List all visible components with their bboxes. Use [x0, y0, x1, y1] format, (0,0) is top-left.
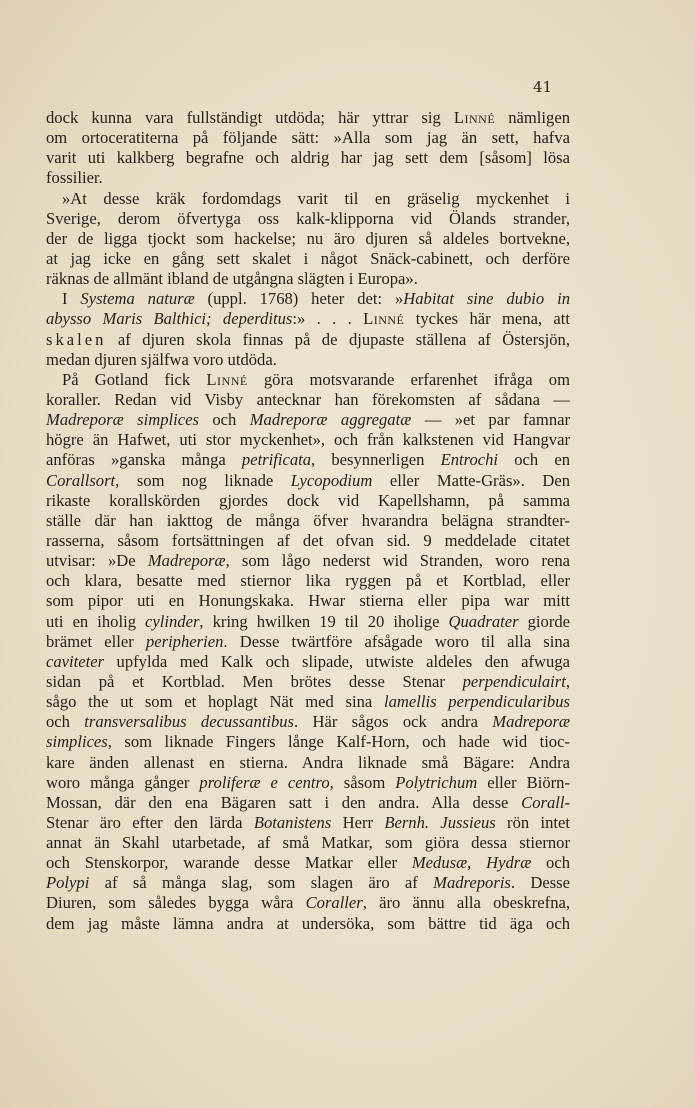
text-line	[46, 309, 570, 329]
text-segment: :» . . .	[292, 309, 364, 329]
text-segment: I	[62, 289, 81, 309]
text-line	[46, 551, 570, 571]
text-segment: nämligen	[495, 108, 570, 127]
text-segment: woro många gånger	[46, 772, 200, 792]
text-line	[46, 108, 570, 128]
italic-text: Madreporis	[433, 873, 511, 893]
text-segment: rasserna, såsom fortsättningen af det ofvan sid. 9 meddelade citatet	[46, 530, 570, 550]
text-segment: sidan på et Kortblad. Men brötes desse Stenar	[46, 671, 463, 691]
text-segment: medan djuren själfwa voro utdöda.	[46, 349, 277, 369]
text-segment: at jag icke en gång sett skalet i något Snäck-cabinett, och derföre	[46, 248, 570, 268]
text-line	[46, 712, 570, 732]
italic-text: caviteter	[46, 651, 105, 671]
text-line	[46, 410, 570, 430]
text-segment: Herr	[331, 812, 385, 832]
italic-text: Corallsort	[46, 470, 116, 490]
text-segment: ,	[467, 853, 487, 873]
text-line	[46, 148, 570, 168]
text-segment: , äro ännu alla obeskrefna,	[362, 893, 571, 913]
text-segment: som pipor uti en Honungskaka. Hwar stierna eller pipa war mitt	[46, 591, 570, 611]
text-segment: och Stenskorpor, warande desse Matkar eller	[46, 853, 412, 873]
text-segment: eller Matte-Gräs». Den	[372, 470, 571, 490]
italic-text: Polytrichum	[395, 772, 478, 792]
italic-text: Madreporæ	[492, 712, 570, 732]
text-line	[46, 632, 570, 652]
text-line	[46, 471, 570, 491]
italic-text: perpendiculairt	[462, 671, 566, 691]
text-segment: upfylda med Kalk och slipade, utwiste aldeles den afwuga	[104, 651, 570, 671]
text-line	[46, 591, 570, 611]
text-line	[46, 229, 570, 249]
text-segment: koraller. Redan vid Visby antecknar han förekomsten af sådana —	[46, 389, 570, 409]
text-segment: varit uti kalkberg begrafne och aldrig har jag sett dem [såsom] lösa	[46, 148, 570, 168]
text-segment: Sverige, derom öfvertyga oss kalk-klipporna vid Ölands strander,	[46, 208, 570, 228]
text-line	[46, 652, 570, 672]
text-segment: Stenar äro efter den lärda	[46, 812, 254, 832]
italic-text: Coraller	[305, 893, 363, 913]
text-segment: . Här sågos ock andra	[294, 712, 493, 732]
text-segment: skalen	[46, 329, 107, 349]
text-segment: (uppl. 1768) heter det: »	[194, 289, 404, 309]
text-segment: uti en iholig	[46, 611, 146, 631]
italic-text: proliferæ e centro	[199, 772, 330, 792]
text-line	[46, 753, 570, 773]
text-segment: giorde	[518, 611, 571, 631]
text-line	[46, 350, 570, 370]
text-line	[46, 450, 570, 470]
text-segment: och en	[498, 450, 570, 470]
text-segment: , som nog liknade	[115, 470, 291, 490]
italic-text: lamellis perpendicularibus	[384, 692, 570, 712]
text-line	[46, 289, 570, 309]
text-line	[46, 511, 570, 531]
text-segment: högre än Hafwet, uti stor myckenhet», och från kalkstenen vid Hangvar	[46, 430, 570, 450]
text-segment: kare änden allenast en stierna. Andra liknade små Bägare: Andra	[46, 752, 570, 772]
text-segment: ställe där han iakttog de många öfver hvarandra belägna strandter-	[46, 510, 570, 530]
text-segment: tyckes här mena, att	[404, 309, 571, 329]
text-segment: På Gotland fick	[62, 369, 207, 389]
italic-text: Entrochi	[440, 450, 499, 470]
text-segment: , såsom	[329, 772, 396, 792]
text-line	[46, 269, 570, 289]
text-segment: räknas de allmänt ibland de utgångna slägten i Europa».	[46, 269, 418, 289]
text-segment: , kring hwilken 19 til 20 iholige	[199, 611, 449, 631]
text-segment: rön intet	[495, 812, 570, 832]
text-segment: , besynnerligen	[311, 450, 441, 470]
text-line	[46, 853, 570, 873]
text-line	[46, 491, 570, 511]
text-line	[46, 209, 570, 229]
italic-text: petrificata	[241, 450, 312, 470]
italic-text: simplices	[46, 732, 108, 752]
italic-text: Hydræ	[486, 853, 532, 873]
italic-text: abysso Maris Balthici; deperditus	[46, 309, 293, 329]
small-caps-name: Linné	[206, 369, 248, 389]
text-segment: , som liknade Fingers långe Kalf-Horn, och hade wid tioc-	[107, 732, 570, 752]
text-segment: och klara, besatte med stiernor lika ryggen på et Kortblad, eller	[46, 571, 570, 591]
italic-text: Madreporæ	[147, 551, 226, 571]
body-text	[46, 108, 570, 934]
text-segment: annat än Skahl utarbetade, af små Matkar, som giöra dessa stiernor	[46, 833, 570, 853]
text-line	[46, 249, 570, 269]
text-segment: om ortoceratiterna på följande sätt: »Alla som jag än sett, hafva	[46, 128, 570, 148]
page-number: 41	[533, 78, 553, 96]
text-segment: Mossan, där den ena Bägaren satt i den andra. Alla desse	[46, 792, 522, 812]
text-line	[46, 813, 570, 833]
text-segment: af djuren skola finnas på de djupaste ställena af Östersjön,	[106, 329, 570, 349]
text-segment: — »et par famnar	[411, 410, 571, 430]
text-line	[46, 773, 570, 793]
text-line	[46, 914, 570, 934]
text-segment: rikaste korallskörden gjordes dock vid Kapellshamn, på samma	[46, 490, 570, 510]
text-segment: dock kunna vara fullständigt utdöda; här yttrar sig	[46, 108, 454, 127]
italic-text: Habitat sine dubio in	[403, 289, 570, 309]
text-segment: der de ligga tjockt som hackelse; nu äro djuren så aldeles bortvekne,	[46, 228, 570, 248]
text-segment: fossilier.	[46, 168, 103, 188]
text-line	[46, 531, 570, 551]
italic-text: Bernh. Jussieus	[384, 812, 496, 832]
text-segment: , som lågo nederst wid Stranden, woro rena	[225, 551, 570, 571]
text-line	[46, 189, 570, 209]
text-segment: och	[198, 410, 250, 430]
italic-text: Madreporæ simplices	[46, 410, 199, 430]
text-line	[46, 672, 570, 692]
text-segment: dem jag måste lämna andra at undersöka, som bättre tid äga och	[46, 913, 570, 933]
text-line	[46, 571, 570, 591]
text-segment: »At desse kräk fordomdags varit til en gräselig myckenhet i	[62, 188, 570, 208]
italic-text: Polypi	[46, 873, 90, 893]
text-segment: Diuren, som således bygga wåra	[46, 893, 306, 913]
text-line	[46, 873, 570, 893]
italic-text: Madreporæ aggregatæ	[249, 410, 412, 430]
italic-text: transversalibus decussantibus	[84, 712, 295, 732]
italic-text: peripherien	[145, 631, 224, 651]
text-segment: göra motsvarande erfarenhet ifråga om	[247, 369, 570, 389]
text-line	[46, 692, 570, 712]
text-line	[46, 370, 570, 390]
italic-text: Medusæ	[411, 853, 468, 873]
text-line	[46, 168, 570, 188]
text-line	[46, 793, 570, 813]
italic-text: Quadrater	[448, 611, 519, 631]
text-line	[46, 612, 570, 632]
italic-text: cylinder	[145, 611, 200, 631]
text-segment: af så många slag, som slagen äro af	[89, 873, 434, 893]
text-segment: och	[531, 853, 571, 873]
text-line	[46, 390, 570, 410]
text-segment: och	[46, 712, 85, 732]
text-segment: eller Biörn-	[477, 772, 570, 792]
italic-text: Botanistens	[253, 812, 332, 832]
text-line	[46, 430, 570, 450]
text-line	[46, 833, 570, 853]
text-line	[46, 732, 570, 752]
text-segment: anföras »ganska många	[46, 450, 242, 470]
text-segment: . Desse	[510, 873, 570, 893]
italic-text: Lycopodium	[290, 470, 373, 490]
text-segment: . Desse twärtföre afsågade woro til alla sina	[223, 631, 570, 651]
text-line	[46, 128, 570, 148]
italic-text: Corall-	[521, 792, 570, 812]
text-segment: sågo the ut som et hoplagt Nät med sina	[46, 692, 385, 712]
small-caps-name: Linné	[453, 108, 496, 127]
text-line	[46, 330, 570, 350]
text-segment: utvisar: »De	[46, 551, 148, 571]
small-caps-name: Linné	[363, 309, 405, 329]
italic-text: Systema naturæ	[80, 289, 195, 309]
text-segment: brämet eller	[46, 631, 146, 651]
text-line	[46, 893, 570, 913]
text-segment: ,	[565, 671, 570, 691]
